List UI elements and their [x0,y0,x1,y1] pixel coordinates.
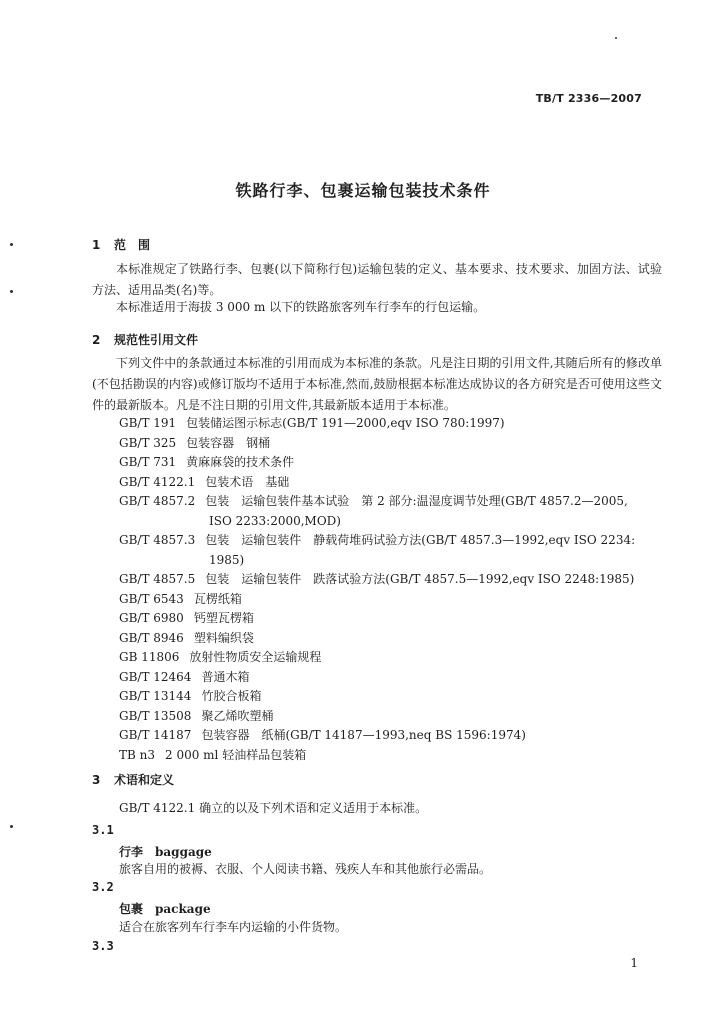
section-number: 1 [92,238,101,252]
reference-item: GB/T 191 包装储运图示标志(GB/T 191—2000,eqv ISO 780:1997) [119,416,505,430]
scan-speck [10,290,13,293]
section-3-intro: GB/T 4122.1 确立的以及下列术语和定义适用于本标准。 [119,801,428,815]
reference-list [119,414,679,765]
reference-item: GB/T 6543 瓦楞纸箱 [119,591,242,606]
term-definition: 适合在旅客列车行李车内运输的小件货物。 [119,920,348,934]
reference-item: GB/T 4122.1 包装术语 基础 [119,474,290,489]
section-1-paragraph-2: 本标准适用于海拔 3 000 m 以下的铁路旅客列车行李车的行包运输。 [116,300,486,314]
scan-speck [615,37,617,39]
reference-item: GB/T 13144 竹胶合板箱 [119,689,262,703]
reference-item: GB/T 4857.5 包装 运输包装件 跌落试验方法(GB/T 4857.5—1992,eqv ISO 2248:1985) [119,572,635,586]
section-title: 规范性引用文件 [114,333,199,347]
term-number: 3.3 [92,939,114,953]
reference-item: GB/T 13508 聚乙烯吹塑桶 [119,708,274,723]
section-1-paragraph-1: 本标准规定了铁路行李、包裹(以下简称行包)运输包装的定义、基本要求、技术要求、加固方法、试验方法、适用品类(名)等。 [92,262,662,297]
term-en: package [155,902,211,916]
section-number: 3 [92,773,101,787]
reference-item: GB/T 731 黄麻麻袋的技术条件 [119,455,295,469]
reference-item: GB 11806 放射性物质安全运输规程 [119,650,322,664]
term-en: baggage [155,845,212,859]
scan-speck [10,825,13,828]
reference-item: GB/T 4857.3 包装 运输包装件 静载荷堆码试验方法(GB/T 4857.3—1992,eqv ISO 2234: 1985) [119,533,636,567]
scan-speck [10,243,13,246]
section-1-heading [92,236,150,253]
reference-item: GB/T 6980 钙塑瓦楞箱 [119,611,254,625]
reference-item: GB/T 4857.2 包装 运输包装件基本试验 第 2 部分:温湿度调节处理(GB/T 4857.2—2005, ISO 2233:2000,MOD) [119,494,628,528]
term-heading [119,900,211,917]
term-number: 3.1 [92,823,114,837]
section-2-paragraph: 下列文件中的条款通过本标准的引用而成为本标准的条款。凡是注日期的引用文件,其随后所有的修改单(不包括勘误的内容)或修订版均不适用于本标准,然而,鼓励根据本标准达成协议的各方研究是否可使用这些文件的最新版本。凡是不注日期的引用文件,其最新版本适用于本标准。 [92,356,662,412]
section-2-heading [92,331,198,348]
section-title: 范 围 [114,238,151,252]
standard-code: TB/T 2336—2007 [535,92,642,105]
reference-item: GB/T 14187 包装容器 纸桶(GB/T 14187—1993,neq BS 1596:1974) [119,728,526,742]
reference-item: GB/T 325 包装容器 钢桶 [119,435,271,450]
term-zh: 行李 [119,845,144,859]
term-number: 3.2 [92,880,114,894]
term-zh: 包裹 [119,902,144,916]
reference-item: TB n3 2 000 ml 轻油样品包装箱 [119,747,307,762]
section-3-heading [92,771,174,788]
term-heading [119,843,212,860]
document-title: 铁路行李、包裹运输包装技术条件 [235,181,491,200]
reference-item: GB/T 12464 普通木箱 [119,669,250,684]
section-title: 术语和定义 [114,773,175,787]
page-number: 1 [630,956,638,970]
section-number: 2 [92,333,101,347]
reference-item: GB/T 8946 塑料编织袋 [119,630,254,645]
term-definition: 旅客自用的被褥、衣服、个人阅读书籍、残疾人车和其他旅行必需品。 [119,862,492,876]
